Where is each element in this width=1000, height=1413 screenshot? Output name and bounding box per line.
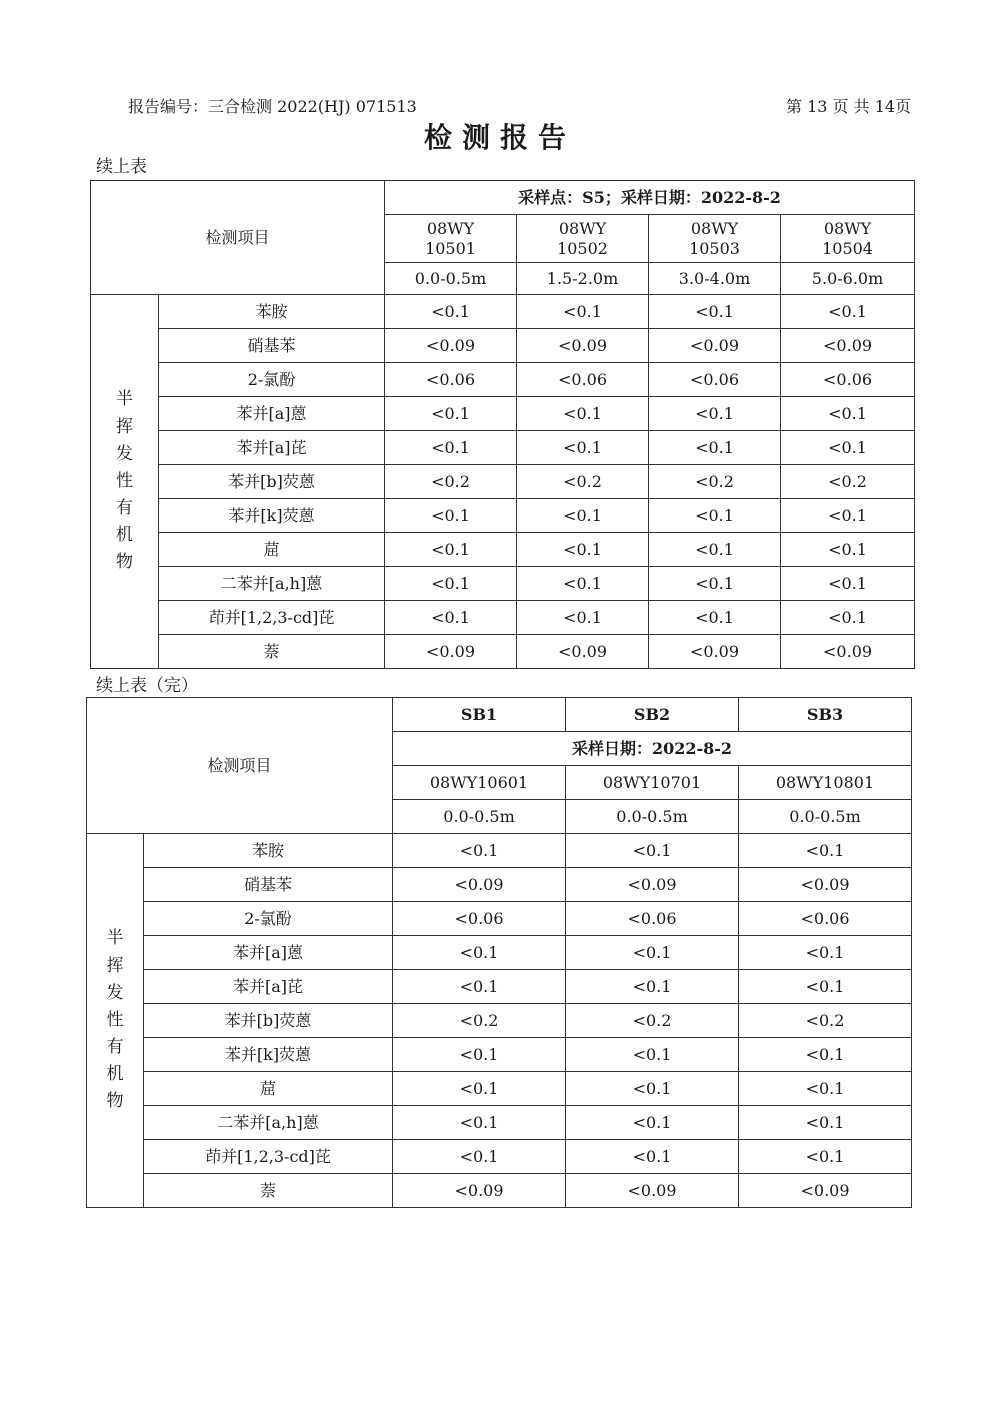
table2-sample-id: 08WY10701 — [566, 766, 739, 800]
table2-point: SB2 — [566, 698, 739, 732]
table2-cell: <0.1 — [393, 1038, 566, 1072]
table2-point: SB1 — [393, 698, 566, 732]
table1-cell: <0.1 — [385, 431, 517, 465]
table1-row-name: 䓛 — [159, 533, 385, 567]
table2-cell: <0.1 — [393, 936, 566, 970]
table1-cell: <0.1 — [385, 499, 517, 533]
table1-sample-id: 08WY 10501 — [385, 215, 517, 263]
table2 — [86, 697, 912, 1208]
table1-cell: <0.1 — [781, 533, 915, 567]
table1-cell: <0.1 — [517, 567, 649, 601]
table1-cell: <0.1 — [517, 431, 649, 465]
table2-cell: <0.2 — [566, 1004, 739, 1038]
table2-row-name: 苯胺 — [144, 834, 393, 868]
table1 — [90, 180, 915, 669]
table2-point: SB3 — [739, 698, 912, 732]
table1-cell: <0.1 — [649, 295, 781, 329]
table1-cell: <0.09 — [385, 635, 517, 669]
table1-row-name: 苯并[a]芘 — [159, 431, 385, 465]
table2-cell: <0.1 — [739, 970, 912, 1004]
table2-cell: <0.1 — [393, 1072, 566, 1106]
table1-cell: <0.1 — [649, 533, 781, 567]
table2-cell: <0.1 — [566, 1072, 739, 1106]
table2-cell: <0.1 — [393, 1140, 566, 1174]
table1-continued-label: 续上表 — [96, 157, 147, 177]
table1-cell: <0.1 — [517, 397, 649, 431]
table1-row-name: 二苯并[a,h]蒽 — [159, 567, 385, 601]
table2-cell: <0.1 — [393, 834, 566, 868]
table1-cell: <0.1 — [649, 397, 781, 431]
table1-cell: <0.1 — [517, 295, 649, 329]
table1-category-label: 半 挥 发 性 有 机 物 — [91, 295, 159, 669]
table2-cell: <0.1 — [739, 1140, 912, 1174]
table1-cell: <0.1 — [385, 601, 517, 635]
table1-cell: <0.1 — [385, 295, 517, 329]
table2-cell: <0.1 — [566, 970, 739, 1004]
table2-cell: <0.09 — [566, 868, 739, 902]
table1-cell: <0.2 — [781, 465, 915, 499]
table2-row-name: 苯并[b]荧蒽 — [144, 1004, 393, 1038]
table1-cell: <0.1 — [385, 567, 517, 601]
table2-cell: <0.2 — [739, 1004, 912, 1038]
table2-row-name: 苯并[k]荧蒽 — [144, 1038, 393, 1072]
table1-cell: <0.06 — [781, 363, 915, 397]
table1-cell: <0.1 — [781, 499, 915, 533]
table1-cell: <0.09 — [781, 329, 915, 363]
table1-cell: <0.06 — [649, 363, 781, 397]
table2-cell: <0.1 — [739, 936, 912, 970]
table2-row-name: 茚并[1,2,3-cd]芘 — [144, 1140, 393, 1174]
table2-cell: <0.09 — [566, 1174, 739, 1208]
table2-cell: <0.1 — [739, 1038, 912, 1072]
table2-row-name: 硝基苯 — [144, 868, 393, 902]
table2-continued-label: 续上表（完） — [96, 676, 198, 696]
table2-cell: <0.1 — [566, 1038, 739, 1072]
table2-item-header: 检测项目 — [87, 698, 393, 834]
table2-sample-id: 08WY10601 — [393, 766, 566, 800]
table2-cell: <0.09 — [393, 1174, 566, 1208]
table2-cell: <0.1 — [566, 834, 739, 868]
table2-row-name: 二苯并[a,h]蒽 — [144, 1106, 393, 1140]
table2-cell: <0.06 — [566, 902, 739, 936]
table1-row-name: 硝基苯 — [159, 329, 385, 363]
table1-cell: <0.1 — [781, 397, 915, 431]
table1-sample-info: 采样点：S5；采样日期：2022-8-2 — [385, 181, 915, 215]
table2-cell: <0.1 — [739, 1072, 912, 1106]
table1-cell: <0.09 — [781, 635, 915, 669]
table1-depth: 0.0-0.5m — [385, 263, 517, 295]
table2-cell: <0.09 — [739, 868, 912, 902]
table2-sample-id: 08WY10801 — [739, 766, 912, 800]
table1-cell: <0.1 — [781, 567, 915, 601]
table1-row-name: 萘 — [159, 635, 385, 669]
table1-row-name: 苯并[a]蒽 — [159, 397, 385, 431]
table2-cell: <0.2 — [393, 1004, 566, 1038]
table1-cell: <0.1 — [781, 295, 915, 329]
table1-cell: <0.06 — [385, 363, 517, 397]
table1-cell: <0.09 — [517, 635, 649, 669]
table1-cell: <0.2 — [385, 465, 517, 499]
table2-cell: <0.1 — [566, 936, 739, 970]
table1-sample-id: 08WY 10504 — [781, 215, 915, 263]
table1-row-name: 2-氯酚 — [159, 363, 385, 397]
table2-sample-date: 采样日期：2022-8-2 — [393, 732, 912, 766]
table2-depth: 0.0-0.5m — [393, 800, 566, 834]
table2-cell: <0.1 — [393, 970, 566, 1004]
table2-row-name: 萘 — [144, 1174, 393, 1208]
page-indicator: 第 13 页 共 14页 — [786, 97, 912, 116]
table2-depth: 0.0-0.5m — [566, 800, 739, 834]
table1-cell: <0.1 — [781, 601, 915, 635]
table1-cell: <0.1 — [517, 601, 649, 635]
table1-cell: <0.1 — [517, 533, 649, 567]
table2-row-name: 䓛 — [144, 1072, 393, 1106]
table1-cell: <0.09 — [517, 329, 649, 363]
table2-cell: <0.1 — [739, 1106, 912, 1140]
table1-row-name: 苯并[b]荧蒽 — [159, 465, 385, 499]
report-number: 报告编号：三合检测 2022(HJ) 071513 — [128, 97, 417, 116]
table2-cell: <0.1 — [566, 1106, 739, 1140]
table1-cell: <0.1 — [649, 499, 781, 533]
table1-row-name: 苯并[k]荧蒽 — [159, 499, 385, 533]
table2-cell: <0.1 — [739, 834, 912, 868]
table1-row-name: 茚并[1,2,3-cd]芘 — [159, 601, 385, 635]
table1-cell: <0.1 — [517, 499, 649, 533]
table2-row-name: 苯并[a]蒽 — [144, 936, 393, 970]
table1-sample-id: 08WY 10502 — [517, 215, 649, 263]
table1-cell: <0.1 — [385, 397, 517, 431]
table1-sample-id: 08WY 10503 — [649, 215, 781, 263]
table2-cell: <0.06 — [739, 902, 912, 936]
table1-depth: 5.0-6.0m — [781, 263, 915, 295]
table2-cell: <0.1 — [566, 1140, 739, 1174]
table1-cell: <0.1 — [781, 431, 915, 465]
table1-cell: <0.09 — [385, 329, 517, 363]
table2-cell: <0.09 — [739, 1174, 912, 1208]
table1-cell: <0.06 — [517, 363, 649, 397]
table1-cell: <0.2 — [649, 465, 781, 499]
table1-cell: <0.1 — [649, 567, 781, 601]
table2-category-label: 半 挥 发 性 有 机 物 — [87, 834, 144, 1208]
table2-depth: 0.0-0.5m — [739, 800, 912, 834]
table1-depth: 3.0-4.0m — [649, 263, 781, 295]
table1-cell: <0.1 — [649, 601, 781, 635]
table1-row-name: 苯胺 — [159, 295, 385, 329]
table2-row-name: 苯并[a]芘 — [144, 970, 393, 1004]
table1-depth: 1.5-2.0m — [517, 263, 649, 295]
table2-cell: <0.06 — [393, 902, 566, 936]
table1-cell: <0.09 — [649, 635, 781, 669]
table2-cell: <0.1 — [393, 1106, 566, 1140]
table1-cell: <0.1 — [385, 533, 517, 567]
table1-cell: <0.1 — [649, 431, 781, 465]
table2-row-name: 2-氯酚 — [144, 902, 393, 936]
table2-cell: <0.09 — [393, 868, 566, 902]
page-title: 检测报告 — [423, 121, 576, 154]
table1-item-header: 检测项目 — [91, 181, 385, 295]
table1-cell: <0.2 — [517, 465, 649, 499]
table1-cell: <0.09 — [649, 329, 781, 363]
